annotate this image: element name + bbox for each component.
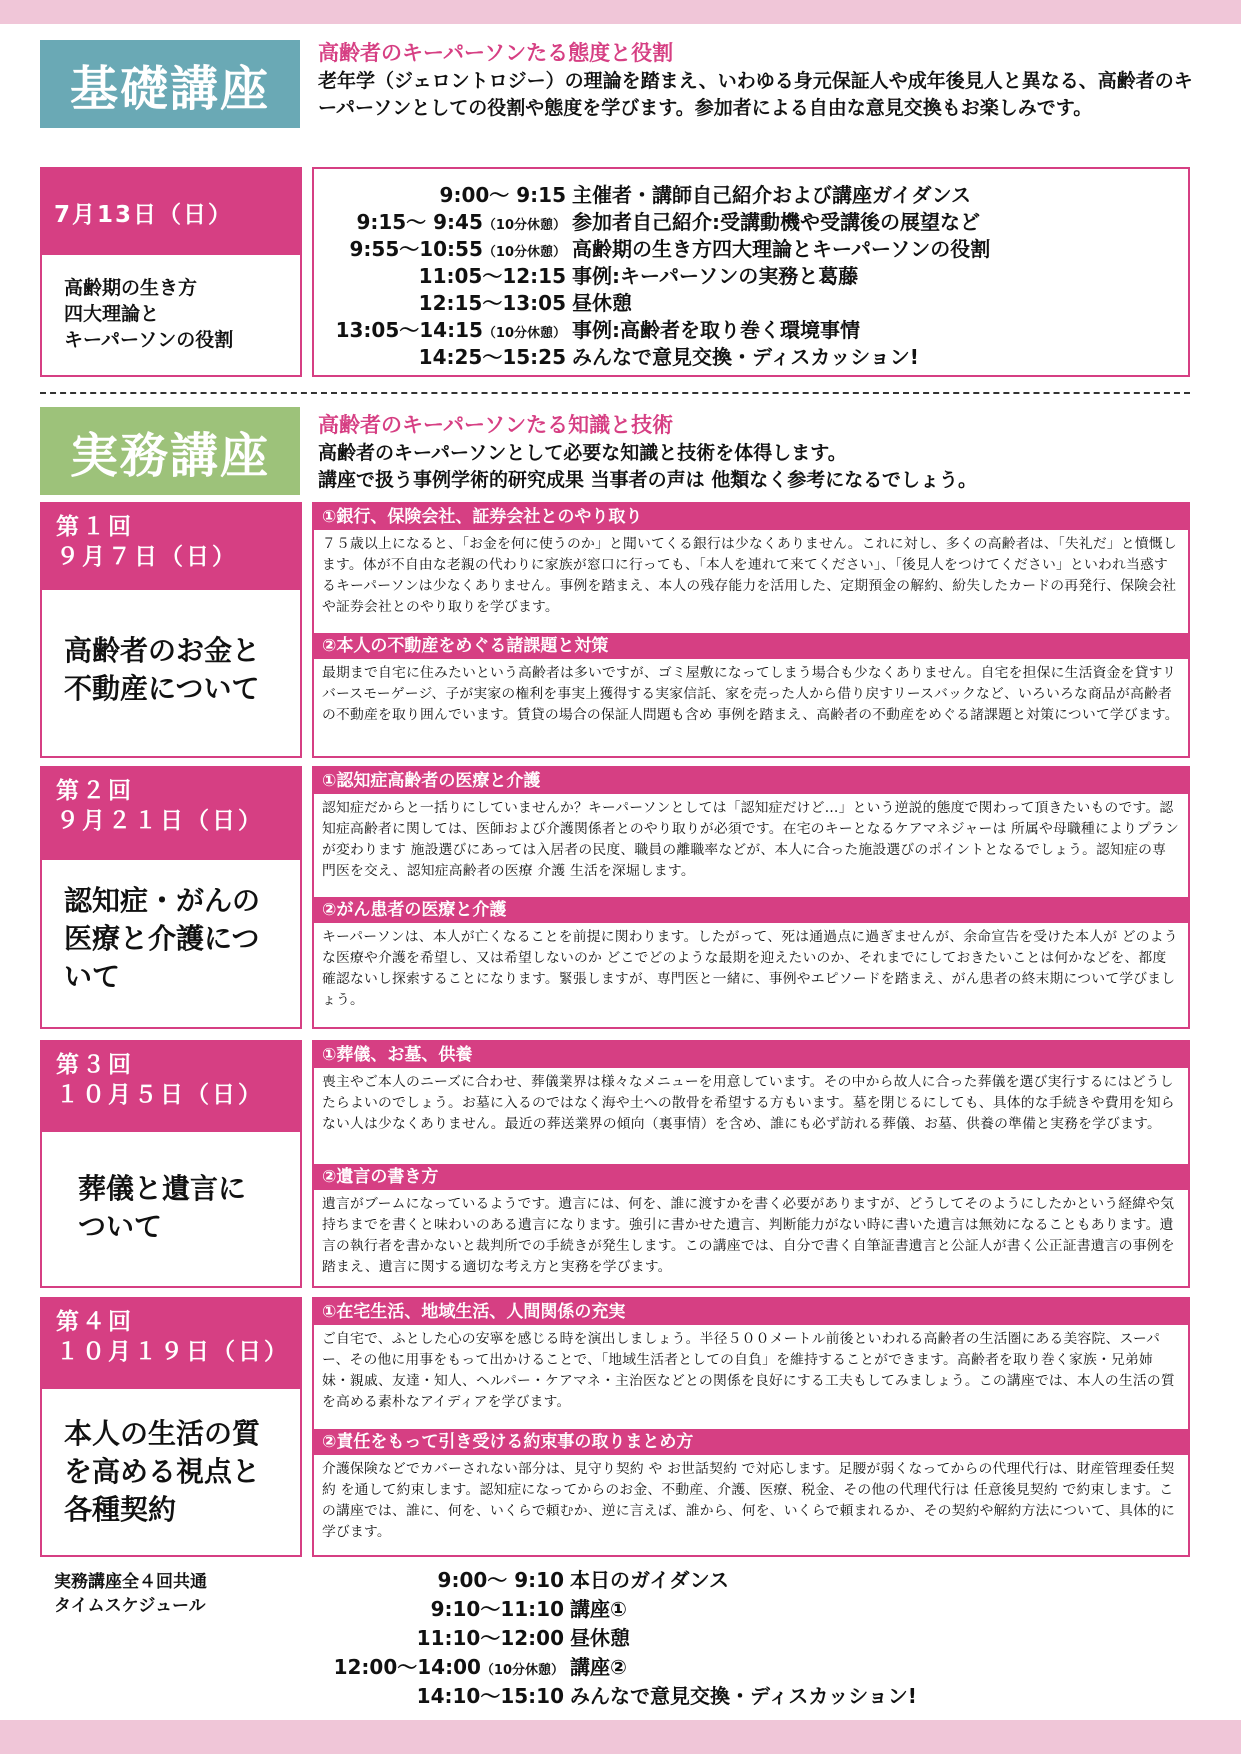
jitsumu-description bbox=[318, 440, 1198, 494]
sub-body: ７５歳以上になると、「お金を何に使うのか」と聞いてくる銀行は少なくありません。これに対し、多くの高齢者は、「失礼だ」と憤慨します。体が不自由な老親の代わりに家族が窓口に行っても、「本人を連れて来てください」、「後見人をつけてください」といわれ当惑するキーパーソンは少なくありません。事例を踏まえ、本人の残存能力を活用した、定期預金の解約、紛失したカードの再発行、保険会社や証券会社とのやり取りを学びます。 bbox=[322, 536, 1177, 615]
sub-heading: ①認知症高齢者の医療と介護 bbox=[314, 768, 1188, 794]
schedule-desc: 高齢期の生き方四大理論とキーパーソンの役割 bbox=[572, 237, 991, 261]
schedule-time: 9:00〜 9:15 bbox=[439, 183, 566, 207]
session-1-date-bar bbox=[42, 504, 300, 590]
schedule-time: 14:10〜15:10 bbox=[416, 1684, 564, 1708]
schedule-desc: 参加者自己紹介:受講動機や受講後の展望など bbox=[572, 210, 980, 234]
session-topic-line: ついて bbox=[78, 1210, 163, 1243]
schedule-break: （10分休憩） bbox=[480, 1663, 564, 1678]
schedule-time: 12:15〜13:05 bbox=[418, 291, 566, 315]
schedule-desc: 昼休憩 bbox=[572, 291, 632, 315]
schedule-row bbox=[314, 234, 1188, 261]
kiso-topic-line: キーパーソンの役割 bbox=[64, 329, 234, 351]
schedule-break: （10分休憩） bbox=[482, 326, 566, 341]
schedule-row bbox=[312, 1622, 1192, 1651]
session-round: 第３回 bbox=[56, 1052, 134, 1078]
session-2-content bbox=[312, 766, 1190, 1029]
schedule-time: 9:55〜10:55 bbox=[349, 237, 483, 261]
session-round: 第１回 bbox=[56, 514, 134, 540]
jitsumu-description-line: 高齢者のキーパーソンとして必要な知識と技術を体得します。 bbox=[318, 442, 847, 464]
session-2-card bbox=[40, 766, 302, 1029]
kiso-date-card bbox=[40, 167, 302, 377]
schedule-row bbox=[314, 288, 1188, 315]
sub-heading: ②責任をもって引き受ける約束事の取りまとめ方 bbox=[314, 1429, 1188, 1455]
sub-body: キーパーソンは、本人が亡くなることを前提に関わります。したがって、死は通過点に過ぎませんが、余命宣告を受けた本人が どのような医療や介護を希望し、又は希望しないのか どこでどのような最期を迎えたいのか、それまでにしておきたいことは何かなどを、都度確認ないし探索することになります。緊張しますが、専門医と一緒に、事例やエピソードを踏まえ、がん患者の終末期について学びましょう。 bbox=[322, 929, 1178, 1008]
kiso-intro bbox=[318, 40, 1198, 122]
kiso-heading: 高齢者のキーパーソンたる態度と役割 bbox=[318, 41, 674, 65]
schedule-time: 9:00〜 9:10 bbox=[437, 1568, 564, 1592]
schedule-row bbox=[312, 1593, 1192, 1622]
sub-heading: ②本人の不動産をめぐる諸課題と対策 bbox=[314, 633, 1188, 659]
schedule-time: 9:15〜 9:45 bbox=[356, 210, 483, 234]
common-label-line: タイムスケジュール bbox=[54, 1596, 206, 1616]
session-date: ９月２１日（日） bbox=[56, 808, 264, 834]
session-date: ９月７日（日） bbox=[56, 544, 238, 570]
session-topic bbox=[42, 1389, 300, 1529]
schedule-row bbox=[314, 207, 1188, 234]
kiso-date: 7月13日（日） bbox=[42, 169, 300, 255]
kiso-schedule bbox=[312, 167, 1190, 377]
session-topic-line: 認知症・がんの bbox=[64, 884, 261, 917]
schedule-break: （10分休憩） bbox=[482, 218, 566, 233]
schedule-break: （10分休憩） bbox=[482, 245, 566, 260]
session-2-date-bar bbox=[42, 768, 300, 860]
section-divider bbox=[40, 392, 1190, 394]
common-label-line: 実務講座全４回共通 bbox=[54, 1572, 207, 1592]
schedule-time: 11:10〜12:00 bbox=[416, 1626, 564, 1650]
sub-heading: ①在宅生活、地域生活、人間関係の充実 bbox=[314, 1299, 1188, 1325]
kiso-topic-line: 高齢期の生き方 bbox=[64, 277, 198, 299]
schedule-row bbox=[312, 1564, 1192, 1593]
session-topic bbox=[42, 1132, 300, 1246]
sub-body: 最期まで自宅に住みたいという高齢者は多いですが、ゴミ屋敷になってしまう場合も少なくありません。自宅を担保に生活資金を貸すリバースモーゲージ、子が実家の権利を事実上獲得する実家信託、家を売った人から借り戻すリースバックなど、いろいろな商品が高齢者の不動産を取り囲んでいます。賃貸の場合の保証人問題も含め 事例を踏まえ、高齢者の不動産をめぐる諸課題と対策について学びます。 bbox=[322, 665, 1179, 723]
session-topic-line: 高齢者のお金と bbox=[64, 634, 261, 667]
schedule-desc: みんなで意見交換・ディスカッション! bbox=[570, 1684, 917, 1708]
kiso-topic-line: 四大理論と bbox=[64, 303, 160, 325]
sub-heading: ②遺言の書き方 bbox=[314, 1164, 1188, 1190]
schedule-row bbox=[312, 1680, 1192, 1709]
schedule-row bbox=[314, 342, 1188, 369]
sub-body: 喪主やご本人のニーズに合わせ、葬儀業界は様々なメニューを用意しています。その中から故人に合った葬儀を選び実行するにはどうしたらよいのでしょう。お墓に入るのではなく海や土への散骨を希望する方もいます。墓を閉じるにしても、具体的な手続きや費用を知らない人は少なくありません。最近の葬送業界の傾向（裏事情）を含め、誰にも必ず訪れる葬儀、お墓、供養の準備と実務を学びます。 bbox=[322, 1074, 1175, 1132]
kiso-title: 基礎講座 bbox=[40, 40, 300, 128]
jitsumu-heading: 高齢者のキーパーソンたる知識と技術 bbox=[318, 413, 674, 437]
schedule-time: 12:00〜14:00 bbox=[333, 1655, 481, 1679]
session-3-date-bar bbox=[42, 1042, 300, 1132]
session-topic-line: いて bbox=[64, 960, 121, 993]
session-round: 第２回 bbox=[56, 778, 134, 804]
schedule-desc: 事例:高齢者を取り巻く環境事情 bbox=[572, 318, 860, 342]
schedule-desc: 本日のガイダンス bbox=[570, 1568, 729, 1592]
session-topic-line: 本人の生活の質 bbox=[64, 1417, 261, 1450]
schedule-desc: 講座① bbox=[570, 1597, 627, 1621]
schedule-time: 13:05〜14:15 bbox=[335, 318, 483, 342]
session-4-card bbox=[40, 1297, 302, 1557]
schedule-desc: 事例:キーパーソンの実務と葛藤 bbox=[572, 264, 859, 288]
common-schedule-label bbox=[54, 1570, 207, 1618]
session-4-date-bar bbox=[42, 1299, 300, 1389]
session-topic-line: 不動産について bbox=[64, 672, 260, 705]
session-3-content bbox=[312, 1040, 1190, 1288]
session-round: 第４回 bbox=[56, 1309, 134, 1335]
session-4-content bbox=[312, 1297, 1190, 1557]
kiso-description: 老年学（ジェロントロジー）の理論を踏まえ、いわゆる身元保証人や成年後見人と異なる、高齢者のキーパーソンとしての役割や態度を学びます。参加者による自由な意見交換もお楽しみです。 bbox=[318, 70, 1193, 119]
sub-heading: ①銀行、保険会社、証券会社とのやり取り bbox=[314, 504, 1188, 530]
common-schedule bbox=[312, 1564, 1192, 1709]
session-date: １０月５日（日） bbox=[56, 1082, 264, 1108]
sub-heading: ②がん患者の医療と介護 bbox=[314, 897, 1188, 923]
session-topic-line: 各種契約 bbox=[64, 1493, 177, 1526]
schedule-desc: 講座② bbox=[570, 1655, 627, 1679]
schedule-time: 14:25〜15:25 bbox=[418, 345, 566, 369]
session-date: １０月１９日（日） bbox=[56, 1339, 290, 1365]
jitsumu-description-line: 講座で扱う事例学術的研究成果 当事者の声は 他類なく参考になるでしょう。 bbox=[318, 469, 978, 491]
session-1-content bbox=[312, 502, 1190, 758]
sub-heading: ①葬儀、お墓、供養 bbox=[314, 1042, 1188, 1068]
session-topic bbox=[42, 590, 300, 708]
schedule-desc: 昼休憩 bbox=[570, 1626, 630, 1650]
sub-body: 介護保険などでカバーされない部分は、見守り契約 や お世話契約 で対応します。足腰が弱くなってからの代理代行は、財産管理委任契約 を通して約束します。認知症になってからのお金、不動産、介護、医療、税金、その他の代理代行は 任意後見契約 で約束します。この講座では、誰に、何を、いくらで頼むか、逆に言えば、誰から、何を、いくらで頼まれるか、その契約や解約方法について、具体的に学びます。 bbox=[322, 1461, 1175, 1540]
top-band bbox=[0, 0, 1241, 24]
sub-body: 遺言がブームになっているようです。遺言には、何を、誰に渡すかを書く必要がありますが、どうしてそのようにしたかという経緯や気持ちまでを書くと味わいのある遺言になります。強引に書かせた遺言、判断能力がない時に書いた遺言は無効になることもあります。遺言の執行者を書かないと裁判所での手続きが発生します。この講座では、自分で書く自筆証書遺言と公証人が書く公正証書遺言の事例を踏まえ、遺言に関する適切な考え方と実務を学びます。 bbox=[322, 1196, 1175, 1275]
schedule-row bbox=[312, 1651, 1192, 1680]
schedule-row bbox=[314, 180, 1188, 207]
schedule-desc: みんなで意見交換・ディスカッション! bbox=[572, 345, 919, 369]
session-topic-line: 葬儀と遺言に bbox=[78, 1172, 247, 1205]
schedule-row bbox=[314, 261, 1188, 288]
session-topic-line: を高める視点と bbox=[64, 1455, 261, 1488]
bottom-band bbox=[0, 1720, 1241, 1754]
session-3-card bbox=[40, 1040, 302, 1288]
kiso-topic bbox=[42, 255, 300, 353]
session-1-card bbox=[40, 502, 302, 758]
jitsumu-intro bbox=[318, 412, 1198, 494]
sub-body: 認知症だからと一括りにしていませんか？キーパーソンとしては「認知症だけど…」という逆説的態度で関わって頂きたいものです。認知症高齢者に関しては、医師および介護関係者とのやり取りが必須です。在宅のキーとなるケアマネジャーは 所属や母職種によりプランが変わります 施設選びにあっては入居者の民度、職員の離職率などが、本人に合った施設選びのポイントとなるでしょう。認知症の専門医を交え、認知症高齢者の医療 介護 生活を深堀します。 bbox=[322, 800, 1180, 879]
schedule-time: 9:10〜11:10 bbox=[430, 1597, 564, 1621]
schedule-row bbox=[314, 315, 1188, 342]
schedule-desc: 主催者・講師自己紹介および講座ガイダンス bbox=[572, 183, 971, 207]
session-topic-line: 医療と介護につ bbox=[64, 922, 260, 955]
schedule-time: 11:05〜12:15 bbox=[418, 264, 566, 288]
sub-body: ご自宅で、ふとした心の安寧を感じる時を演出しましょう。半径５００メートル前後といわれる高齢者の生活圏にある美容院、スーパー、その他に用事をもって出かけることで、「地域生活者としての自負」を維持することができます。高齢者を取り巻く家族・兄弟姉妹・親戚、友達・知人、ヘルパー・ケアマネ・主治医などとの関係を良好にする工夫もしてみましょう。この講座では、本人の生活の質を高める素朴なアイディアを学びます。 bbox=[322, 1331, 1175, 1410]
jitsumu-title: 実務講座 bbox=[40, 407, 300, 495]
session-topic bbox=[42, 860, 300, 996]
